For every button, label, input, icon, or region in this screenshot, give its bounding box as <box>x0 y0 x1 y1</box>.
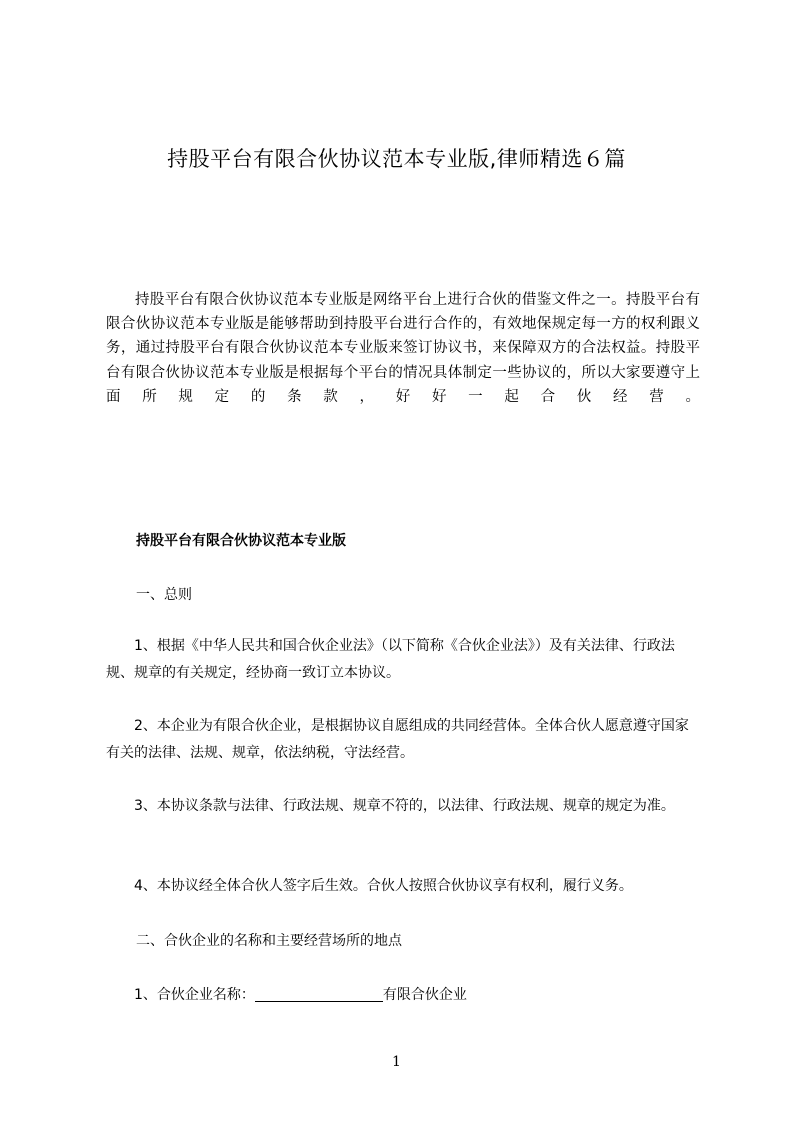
partnership-name-field <box>106 982 700 1009</box>
partnership-name-label: 1、合伙企业名称： <box>134 987 255 1003</box>
partnership-name-suffix: 有限合伙企业 <box>382 987 467 1003</box>
clause-3-text: 3、本协议条款与法律、行政法规、规章不符的，以法律、行政法规、规章的规定为准。 <box>134 798 675 814</box>
clause-4-text: 4、本协议经全体合伙人签字后生效。合伙人按照合伙协议享有权利，履行义务。 <box>134 878 633 894</box>
intro-paragraph <box>106 288 700 409</box>
page-number: 1 <box>392 1054 401 1070</box>
document-title: 持股平台有限合伙协议范本专业版,律师精选６篇 <box>167 147 626 171</box>
section-title: 持股平台有限合伙协议范本专业版 <box>136 533 346 549</box>
partnership-name-blank <box>255 987 383 1002</box>
clause-3 <box>106 793 700 820</box>
clause-1 <box>106 633 700 687</box>
clause-2-text: 2、本企业为有限合伙企业，是根据协议自愿组成的共同经营体。全体合伙人愿意遵守国家有关的法律、法规、规章，依法纳税，守法经营。 <box>106 718 689 761</box>
chapter-2-heading: 二、合伙企业的名称和主要经营场所的地点 <box>136 933 402 949</box>
clause-2 <box>106 713 700 767</box>
intro-text: 持股平台有限合伙协议范本专业版是网络平台上进行合伙的借鉴文件之一。持股平台有限合伙协议范本专业版是能够帮助到持股平台进行合作的，有效地保规定每一方的权利跟义务，通过持股平台有限合伙协议范本专业版来签订协议书，来保障双方的合法权益。持股平台有限合伙协议范本专业版是根据每个平台的情况具体制定一些协议的，所以大家要遵守上面所规定的条款，好好一起合伙经营。 <box>106 292 700 405</box>
clause-4 <box>106 873 700 900</box>
clause-1-text: 1、根据《中华人民共和国合伙企业法》（以下简称《合伙企业法》）及有关法律、行政法规、规章的有关规定，经协商一致订立本协议。 <box>106 638 675 681</box>
chapter-1-heading: 一、总则 <box>136 587 192 603</box>
